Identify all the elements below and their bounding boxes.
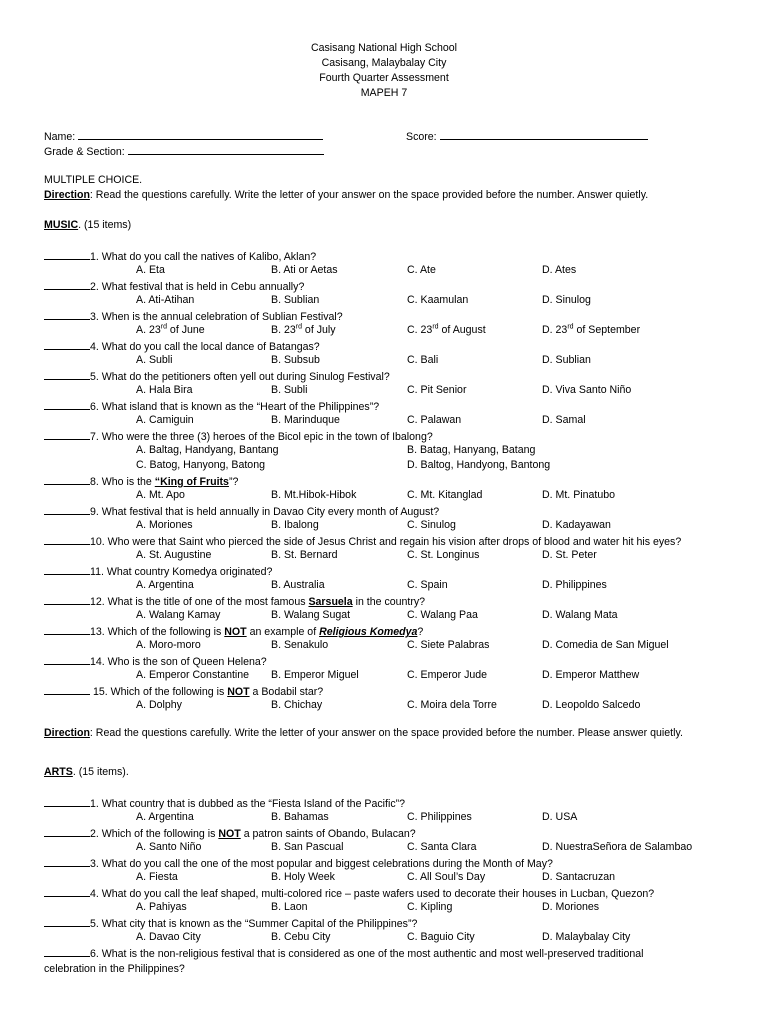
arts-count: . (15 items). [72,766,129,778]
question-text: 8. Who is the [90,476,155,488]
choices [44,323,738,338]
choice-a: A. Ati-Atihan [136,294,195,306]
answer-blank[interactable] [44,855,90,867]
emphasis-text: Religious Komedya [319,626,418,638]
emphasis-text: “King of Fruits [154,476,229,488]
choice-d: D. Viva Santo Niño [542,384,632,396]
choice-a: A. St. Augustine [136,549,212,561]
music-heading [44,218,738,233]
choice-c: C. Ate [407,264,436,276]
choice-a: A. Emperor Constantine [136,669,250,681]
answer-blank[interactable] [44,653,90,665]
question [44,503,738,518]
school-address: Casisang, Malaybalay City [321,57,447,69]
choices [44,930,738,945]
answer-blank[interactable] [44,945,90,957]
music-label: MUSIC [44,219,79,231]
choice-c: C. All Soul’s Day [407,871,486,883]
question-text: 7. Who were the three (3) heroes of the Bicol epic in the town of Ibalong? [90,431,433,443]
choices [44,900,738,915]
question [44,398,738,413]
answer-blank[interactable] [44,915,90,927]
choice-c: C. Kaamulan [407,294,469,306]
choice-a: A. Argentina [136,579,194,591]
choice-b: B. Ati or Aetas [271,264,338,276]
choice-d: D. Leopoldo Salcedo [542,699,641,711]
emphasis-text: NOT [218,828,241,840]
emphasis-text: Sarsuela [308,596,353,608]
question-text: 6. What is the non-religious festival that is considered as one of the most authentic and most well-preserved traditional celebration in the Philippines? [44,948,644,975]
question-text: 5. What city that is known as the “Summer Capital of the Philippines”? [90,918,418,930]
question-text: 3. When is the annual celebration of Sublian Festival? [90,311,343,323]
direction-text: : Read the questions carefully. Write the letter of your answer on the space provided before the number. Answer quietly. [89,189,649,201]
answer-blank[interactable] [44,308,90,320]
question-text: 2. Which of the following is [90,828,219,840]
choice-a: A. Santo Niño [136,841,202,853]
question: 12. What is the title of one of the most famous Sarsuela in the country? [44,593,738,608]
question-text: 4. What do you call the local dance of Batangas? [90,341,320,353]
emphasis-text: NOT [224,626,247,638]
choices [44,668,738,683]
answer-blank[interactable] [44,503,90,515]
choice-d: D. Santacruzan [542,871,616,883]
choice-b: B. Subli [271,384,308,396]
choice-c: C. Baguio City [407,931,475,943]
question [44,563,738,578]
direction-text: : Read the questions carefully. Write the letter of your answer on the space provided before the number. Please answer quietly. [89,727,683,739]
question [44,338,738,353]
choice-b: B. 23rd of July [271,323,336,336]
choice-a: A. Baltag, Handyang, Bantang [136,444,279,456]
choice-d: D. Kadayawan [542,519,611,531]
choices [44,548,738,563]
grade-label: Grade & Section: [44,146,125,158]
choice-a: A. 23rd of June [136,323,205,336]
score-label: Score: [406,131,437,143]
choices [44,413,738,428]
choice-d: D. Mt. Pinatubo [542,489,616,501]
choice-c: C. Bali [407,354,439,366]
choice-d: D. Ates [542,264,577,276]
question-text: 9. What festival that is held annually in Davao City every month of August? [90,506,440,518]
choice-c: C. Philippines [407,811,472,823]
choices [44,840,738,855]
choice-b: B. Marinduque [271,414,340,426]
choice-b: B. Emperor Miguel [271,669,359,681]
choices [44,458,738,473]
direction-label: Direction [44,189,90,201]
arts-heading [44,765,738,780]
choices [44,870,738,885]
choice-c: C. Kipling [407,901,453,913]
choice-c: C. Pit Senior [407,384,467,396]
choice-d: D. Sinulog [542,294,591,306]
choices [44,638,738,653]
choice-a: A. Pahiyas [136,901,187,913]
choice-c: C. 23rd of August [407,323,486,336]
choice-d: D. Moriones [542,901,600,913]
choice-b: B. Holy Week [271,871,335,883]
choice-a: A. Hala Bira [136,384,193,396]
answer-blank[interactable] [44,683,90,695]
choice-d: D. Walang Mata [542,609,618,621]
music-questions [44,248,738,713]
answer-blank[interactable] [44,368,90,380]
answer-blank[interactable] [44,428,90,440]
direction-music [44,188,738,203]
emphasis-text: NOT [227,686,250,698]
choice-b: B. Ibalong [271,519,319,531]
choices [44,293,738,308]
choices [44,443,738,458]
choice-d: D. Baltog, Handyong, Bantong [407,459,551,471]
school-name: Casisang National High School [310,42,458,54]
choices [44,810,738,825]
choice-d: D. Sublian [542,354,591,366]
question-text: 2. What festival that is held in Cebu annually? [90,281,305,293]
choice-b: B. San Pascual [271,841,344,853]
question: 8. Who is the “King of Fruits”? [44,473,738,488]
question-text: 13. Which of the following is [90,626,225,638]
instructions [44,173,738,203]
choice-b: B. Bahamas [271,811,329,823]
answer-blank[interactable] [44,885,90,897]
question-text: 14. Who is the son of Queen Helena? [90,656,267,668]
music-count: . (15 items) [78,219,132,231]
answer-blank[interactable] [44,338,90,350]
question [44,885,738,900]
choice-b: B. Batag, Hanyang, Batang [407,444,536,456]
name-line [78,128,323,140]
test-type: MULTIPLE CHOICE. [44,174,143,186]
answer-blank[interactable] [44,473,90,485]
assessment-title: Fourth Quarter Assessment [319,72,449,84]
choice-c: C. Moira dela Torre [407,699,497,711]
choice-d: D. USA [542,811,578,823]
document-header [0,41,768,101]
question-text: 15. Which of the following is [90,686,228,698]
choices [44,518,738,533]
question [44,915,738,930]
direction-label: Direction [44,727,90,739]
answer-blank[interactable] [44,795,90,807]
choice-a: A. Moriones [136,519,193,531]
choice-d: D. Comedia de San Miguel [542,639,669,651]
choice-b: B. Laon [271,901,308,913]
choice-d: D. Malaybalay City [542,931,631,943]
answer-blank[interactable] [44,825,90,837]
question [44,533,738,548]
question [44,653,738,668]
choice-a: A. Eta [136,264,165,276]
question: 15. Which of the following is NOT a Bodabil star? [44,683,738,698]
choice-c: C. Sinulog [407,519,456,531]
choice-a: A. Argentina [136,811,194,823]
choice-b: B. Subsub [271,354,320,366]
choice-b: B. Australia [271,579,325,591]
choice-c: C. Mt. Kitanglad [407,489,483,501]
question-text: 4. What do you call the leaf shaped, multi-colored rice – paste wafers used to decorate their houses in Lucban, Quezon? [90,888,655,900]
choice-a: A. Moro-moro [136,639,201,651]
choice-b: B. Chichay [271,699,323,711]
choice-b: B. Sublian [271,294,320,306]
question-text: 3. What do you call the one of the most popular and biggest celebrations during the Month of May? [90,858,553,870]
student-info [44,128,738,158]
answer-blank[interactable] [44,623,90,635]
choice-a: A. Camiguin [136,414,194,426]
question [44,428,738,443]
question [44,248,738,263]
choice-a: A. Davao City [136,931,201,943]
choice-b: B. Walang Sugat [271,609,351,621]
question-text: 1. What country that is dubbed as the “Fiesta Island of the Pacific”? [90,798,406,810]
question-text: 12. What is the title of one of the most famous [90,596,309,608]
choice-a: A. Subli [136,354,173,366]
question [44,278,738,293]
choice-c: C. St. Longinus [407,549,480,561]
question [44,308,738,323]
choices [44,698,738,713]
question-text: 10. Who were that Saint who pierced the side of Jesus Christ and regain his vision after drops of blood and water hit his eyes? [90,536,682,548]
choice-d: D. Samal [542,414,586,426]
score-line [440,128,648,140]
question-text: 1. What do you call the natives of Kalibo, Aklan? [90,251,317,263]
choice-d: D. Philippines [542,579,607,591]
choice-b: B. St. Bernard [271,549,338,561]
choice-b: B. Mt.Hibok-Hibok [271,489,357,501]
answer-blank[interactable] [44,398,90,410]
choice-c: C. Walang Paa [407,609,478,621]
choices [44,488,738,503]
choices [44,383,738,398]
choice-b: B. Cebu City [271,931,331,943]
question: 13. Which of the following is NOT an example of Religious Komedya? [44,623,738,638]
question [44,368,738,383]
question-text: 11. What country Komedya originated? [90,566,273,578]
choice-c: C. Siete Palabras [407,639,490,651]
answer-blank[interactable] [44,593,90,605]
choice-a: A. Walang Kamay [136,609,221,621]
question: 2. Which of the following is NOT a patron saints of Obando, Bulacan? [44,825,738,840]
question-text: 6. What island that is known as the “Heart of the Philippines”? [90,401,380,413]
grade-line [128,143,324,155]
choices [44,353,738,368]
choices [44,263,738,278]
question [44,945,738,977]
answer-blank[interactable] [44,533,90,545]
answer-blank[interactable] [44,563,90,575]
choice-c: C. Santa Clara [407,841,477,853]
choice-c: C. Emperor Jude [407,669,488,681]
name-label: Name: [44,131,76,143]
arts-label: ARTS [44,766,73,778]
choice-a: A. Dolphy [136,699,182,711]
choices [44,578,738,593]
question [44,855,738,870]
choice-a: A. Fiesta [136,871,178,883]
choice-d: D. 23rd of September [542,323,641,336]
choice-d: D. Emperor Matthew [542,669,640,681]
choice-d: D. NuestraSeñora de Salambao [542,841,693,853]
subject-title: MAPEH 7 [360,87,408,99]
choices [44,608,738,623]
arts-questions [44,795,738,977]
direction-arts [44,726,708,741]
answer-blank[interactable] [44,248,90,260]
choice-d: D. St. Peter [542,549,597,561]
choice-c: C. Spain [407,579,448,591]
answer-blank[interactable] [44,278,90,290]
question-text: 5. What do the petitioners often yell out during Sinulog Festival? [90,371,390,383]
choice-c: C. Palawan [407,414,462,426]
choice-c: C. Batog, Hanyong, Batong [136,459,265,471]
question [44,795,738,810]
choice-b: B. Senakulo [271,639,329,651]
choice-a: A. Mt. Apo [136,489,185,501]
